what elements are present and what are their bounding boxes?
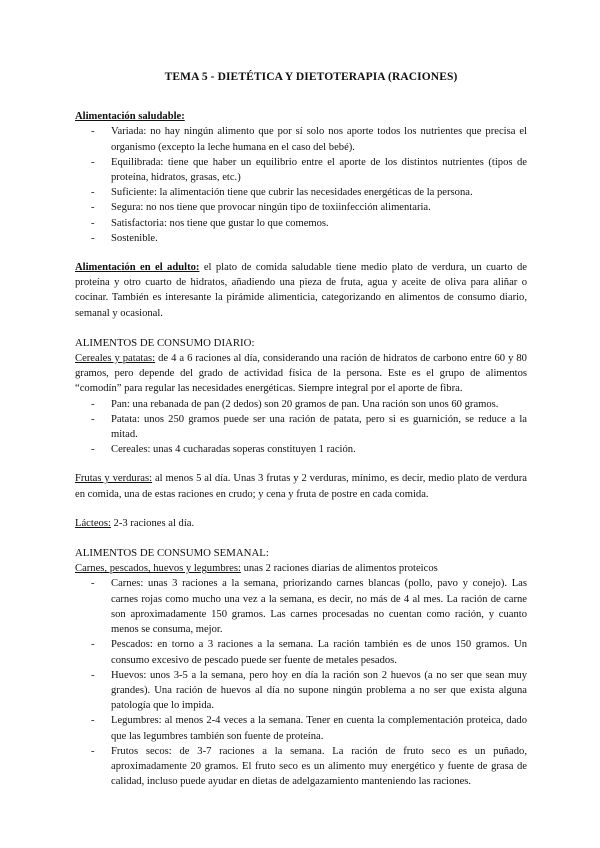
section-heading-diario: ALIMENTOS DE CONSUMO DIARIO: xyxy=(75,336,255,349)
list-item: - Patata: unos 250 gramos puede ser una ración de patata, pero si es guarnición, se reduce a la mitad. xyxy=(75,412,527,442)
list-item: - Pescados: en torno a 3 raciones a la semana. La ración también es de unos 150 gramos. Un consumo excesivo de pescado puede ser fuente de metales pesados. xyxy=(75,637,527,667)
list-item: - Satisfactoria: nos tiene que gustar lo que comemos. xyxy=(75,216,527,231)
list-item: - Pan: una rebanada de pan (2 dedos) son 20 gramos de pan. Una ración son unos 60 gramos. xyxy=(75,397,527,412)
carnes-paragraph: Carnes, pescados, huevos y legumbres: unas 2 raciones diarias de alimentos proteicos xyxy=(75,563,438,575)
list-item: - Suficiente: la alimentación tiene que cubrir las necesidades energéticas de la persona. xyxy=(75,185,527,200)
section-heading-semanal: ALIMENTOS DE CONSUMO SEMANAL: xyxy=(75,547,269,560)
list-item: - Segura: no nos tiene que provocar ningún tipo de toxiinfección alimentaria. xyxy=(75,200,527,215)
semanal-list xyxy=(75,576,527,789)
cereales-paragraph: Cereales y patatas: de 4 a 6 raciones al día, considerando una ración de hidratos de carbono entre 60 y 80 gramos, pero depende del grado de actividad física de la persona. Este es el grupo de alimentos “comodín” para regular las necesidades energéticas. Siempre integral por el aporte de fibra. xyxy=(75,353,527,395)
list-item: - Frutos secos: de 3-7 raciones a la semana. La ración de fruto seco es un puñado, aproximadamente 20 gramos. El fruto seco es un alimento muy energético y fuente de grasa de calidad, incluso puede ayudar en dietas de adelgazamiento manteniendo las raciones. xyxy=(75,744,527,790)
cereales-list xyxy=(75,397,527,458)
list-item: - Cereales: unas 4 cucharadas soperas constituyen 1 ración. xyxy=(75,442,527,457)
saludable-list xyxy=(75,124,527,246)
list-item: - Sostenible. xyxy=(75,231,527,246)
list-item: - Legumbres: al menos 2-4 veces a la semana. Tener en cuenta la complementación proteica, dado que las legumbres también son fuente de proteína. xyxy=(75,713,527,743)
list-item: - Huevos: unos 3-5 a la semana, pero hoy en día la ración son 2 huevos (a no ser que sean muy grandes). Una ración de huevos al día no supone ningún problema a no ser que exista alguna patología que lo impida. xyxy=(75,668,527,714)
list-item: - Variada: no hay ningún alimento que por sí solo nos aporte todos los nutrientes que precisa el organismo (excepto la leche humana en el caso del bebé). xyxy=(75,124,527,154)
list-item: - Carnes: unas 3 raciones a la semana, priorizando carnes blancas (pollo, pavo y conejo). Las carnes rojas como mucho una vez a la semana, es decir, no más de 4 al mes. La ración de carne son aproximadamente 150 gramos. Las carnes procesadas no cuentan como ración, y cuanto menos se consuma, mejor. xyxy=(75,576,527,637)
document-title: TEMA 5 - DIETÉTICA Y DIETOTERAPIA (RACIONES) xyxy=(164,71,458,83)
frutas-paragraph: Frutas y verduras: al menos 5 al día. Unas 3 frutas y 2 verduras, mínimo, es decir, medio plato de verdura en comida, una de estas raciones en crudo; y cena y fruta de postre en cada comida. xyxy=(75,473,527,500)
document-page xyxy=(75,70,527,789)
list-item: - Equilibrada: tiene que haber un equilibrio entre el aporte de los distintos nutrientes (tipos de proteína, hidratos, grasas, etc.) xyxy=(75,155,527,185)
lacteos-paragraph: Lácteos: 2-3 raciones al día. xyxy=(75,517,195,529)
section-heading-saludable: Alimentación saludable: xyxy=(75,111,185,123)
adulto-paragraph: Alimentación en el adulto: el plato de comida saludable tiene medio plato de verdura, un cuarto de proteína y otro cuarto de hidratos, añadiendo una pieza de fruta, agua y aceite de oliva para aliñar o cocinar. También es interesante la pirámide alimenticia, categorizando en alimentos de consumo diario, semanal y ocasional. xyxy=(75,262,527,319)
